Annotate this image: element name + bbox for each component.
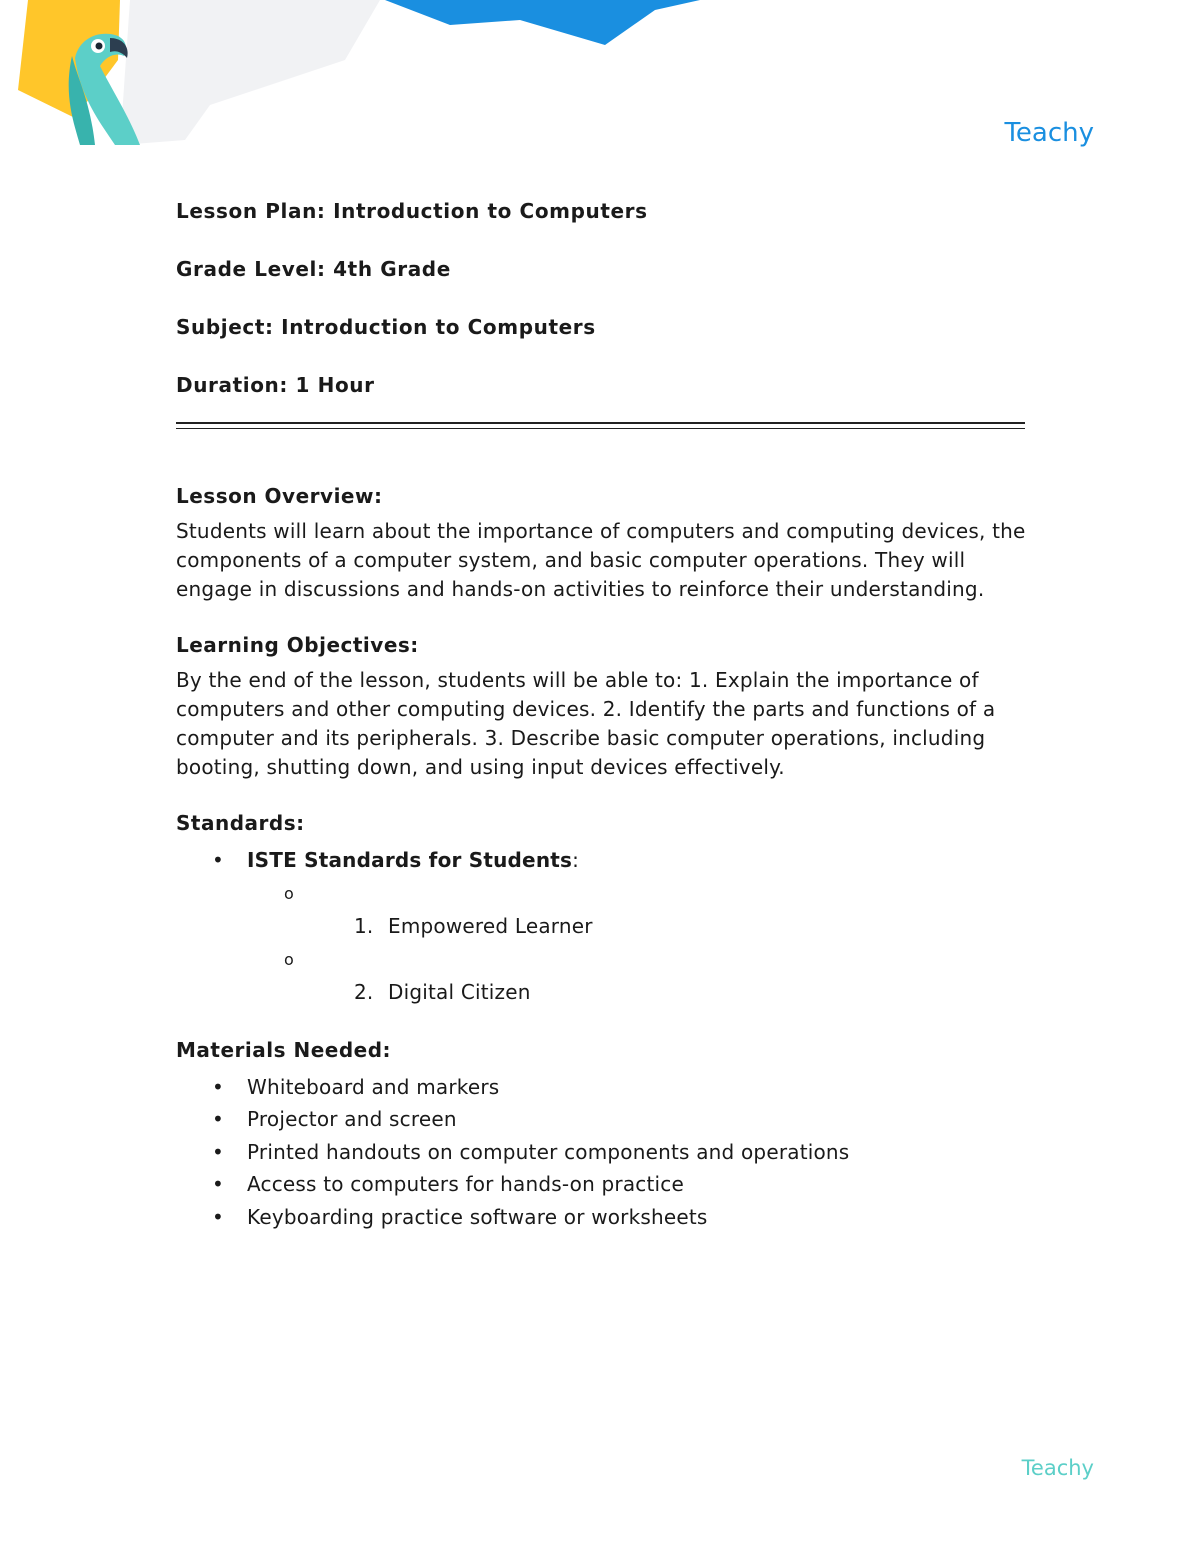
bullet-icon: • [212, 1204, 224, 1229]
standards-section [176, 808, 1026, 1009]
standards-list [176, 844, 1026, 877]
bullet-icon: • [212, 1074, 224, 1099]
duration: Duration: 1 Hour [176, 373, 375, 397]
standard-item [176, 910, 1026, 943]
lesson-plan-document [176, 196, 1026, 1234]
standard-number: 2. [354, 979, 374, 1004]
header-blue-shape [385, 0, 700, 45]
standards-group [176, 844, 1026, 877]
list-item [176, 1103, 1026, 1136]
standards-group-label: ISTE Standards for Students [247, 848, 573, 872]
overview-section [176, 481, 1026, 604]
list-item [176, 1168, 1026, 1201]
sub-bullet-icon: o [284, 949, 294, 969]
list-item [176, 1201, 1026, 1234]
standard-label: Digital Citizen [388, 979, 531, 1004]
standard-item [176, 976, 1026, 1009]
standard-number: 1. [354, 913, 374, 938]
objectives-heading: Learning Objectives: [176, 633, 419, 657]
header-divider [176, 422, 1025, 429]
materials-list [176, 1071, 1026, 1234]
material-label: Printed handouts on computer components and operations [247, 1139, 850, 1164]
materials-heading: Materials Needed: [176, 1037, 392, 1062]
overview-text: Students will learn about the importance of computers and computing devices, the components of a computer system, and basic computer operations. They will engage in discussions and hands-on activities to reinforce their understanding. [176, 519, 1026, 601]
list-item [176, 1071, 1026, 1104]
subject: Subject: Introduction to Computers [176, 315, 596, 339]
material-label: Whiteboard and markers [247, 1074, 500, 1099]
list-item [176, 1136, 1026, 1169]
header-decoration [0, 0, 760, 160]
material-label: Access to computers for hands-on practice [247, 1172, 684, 1197]
material-label: Keyboarding practice software or worksheets [247, 1204, 708, 1229]
standard-label: Empowered Learner [388, 913, 593, 938]
material-label: Projector and screen [247, 1107, 457, 1132]
standards-group-suffix: : [572, 848, 580, 872]
objectives-section [176, 630, 1026, 782]
footer-brand-text: Teachy [1021, 1456, 1094, 1480]
materials-section [176, 1035, 1026, 1234]
brand-logo-text: Teachy [1004, 118, 1094, 148]
overview-heading: Lesson Overview: [176, 484, 383, 508]
standards-heading: Standards: [176, 811, 305, 835]
bullet-icon: • [212, 1107, 224, 1132]
header-gray-shape [120, 0, 380, 145]
objectives-text: By the end of the lesson, students will be able to: 1. Explain the importance of computers and other computing devices. 2. Identify the parts and functions of a computer and its peripherals. 3. Describe basic computer operations, including booting, shutting down, and using input devices effectively. [176, 668, 996, 779]
lesson-title: Lesson Plan: Introduction to Computers [176, 199, 648, 223]
sub-bullet-icon: o [284, 883, 294, 903]
bullet-icon: • [212, 1172, 224, 1197]
grade-level: Grade Level: 4th Grade [176, 257, 451, 281]
bullet-icon: • [212, 1139, 224, 1164]
bullet-icon: • [212, 848, 224, 872]
